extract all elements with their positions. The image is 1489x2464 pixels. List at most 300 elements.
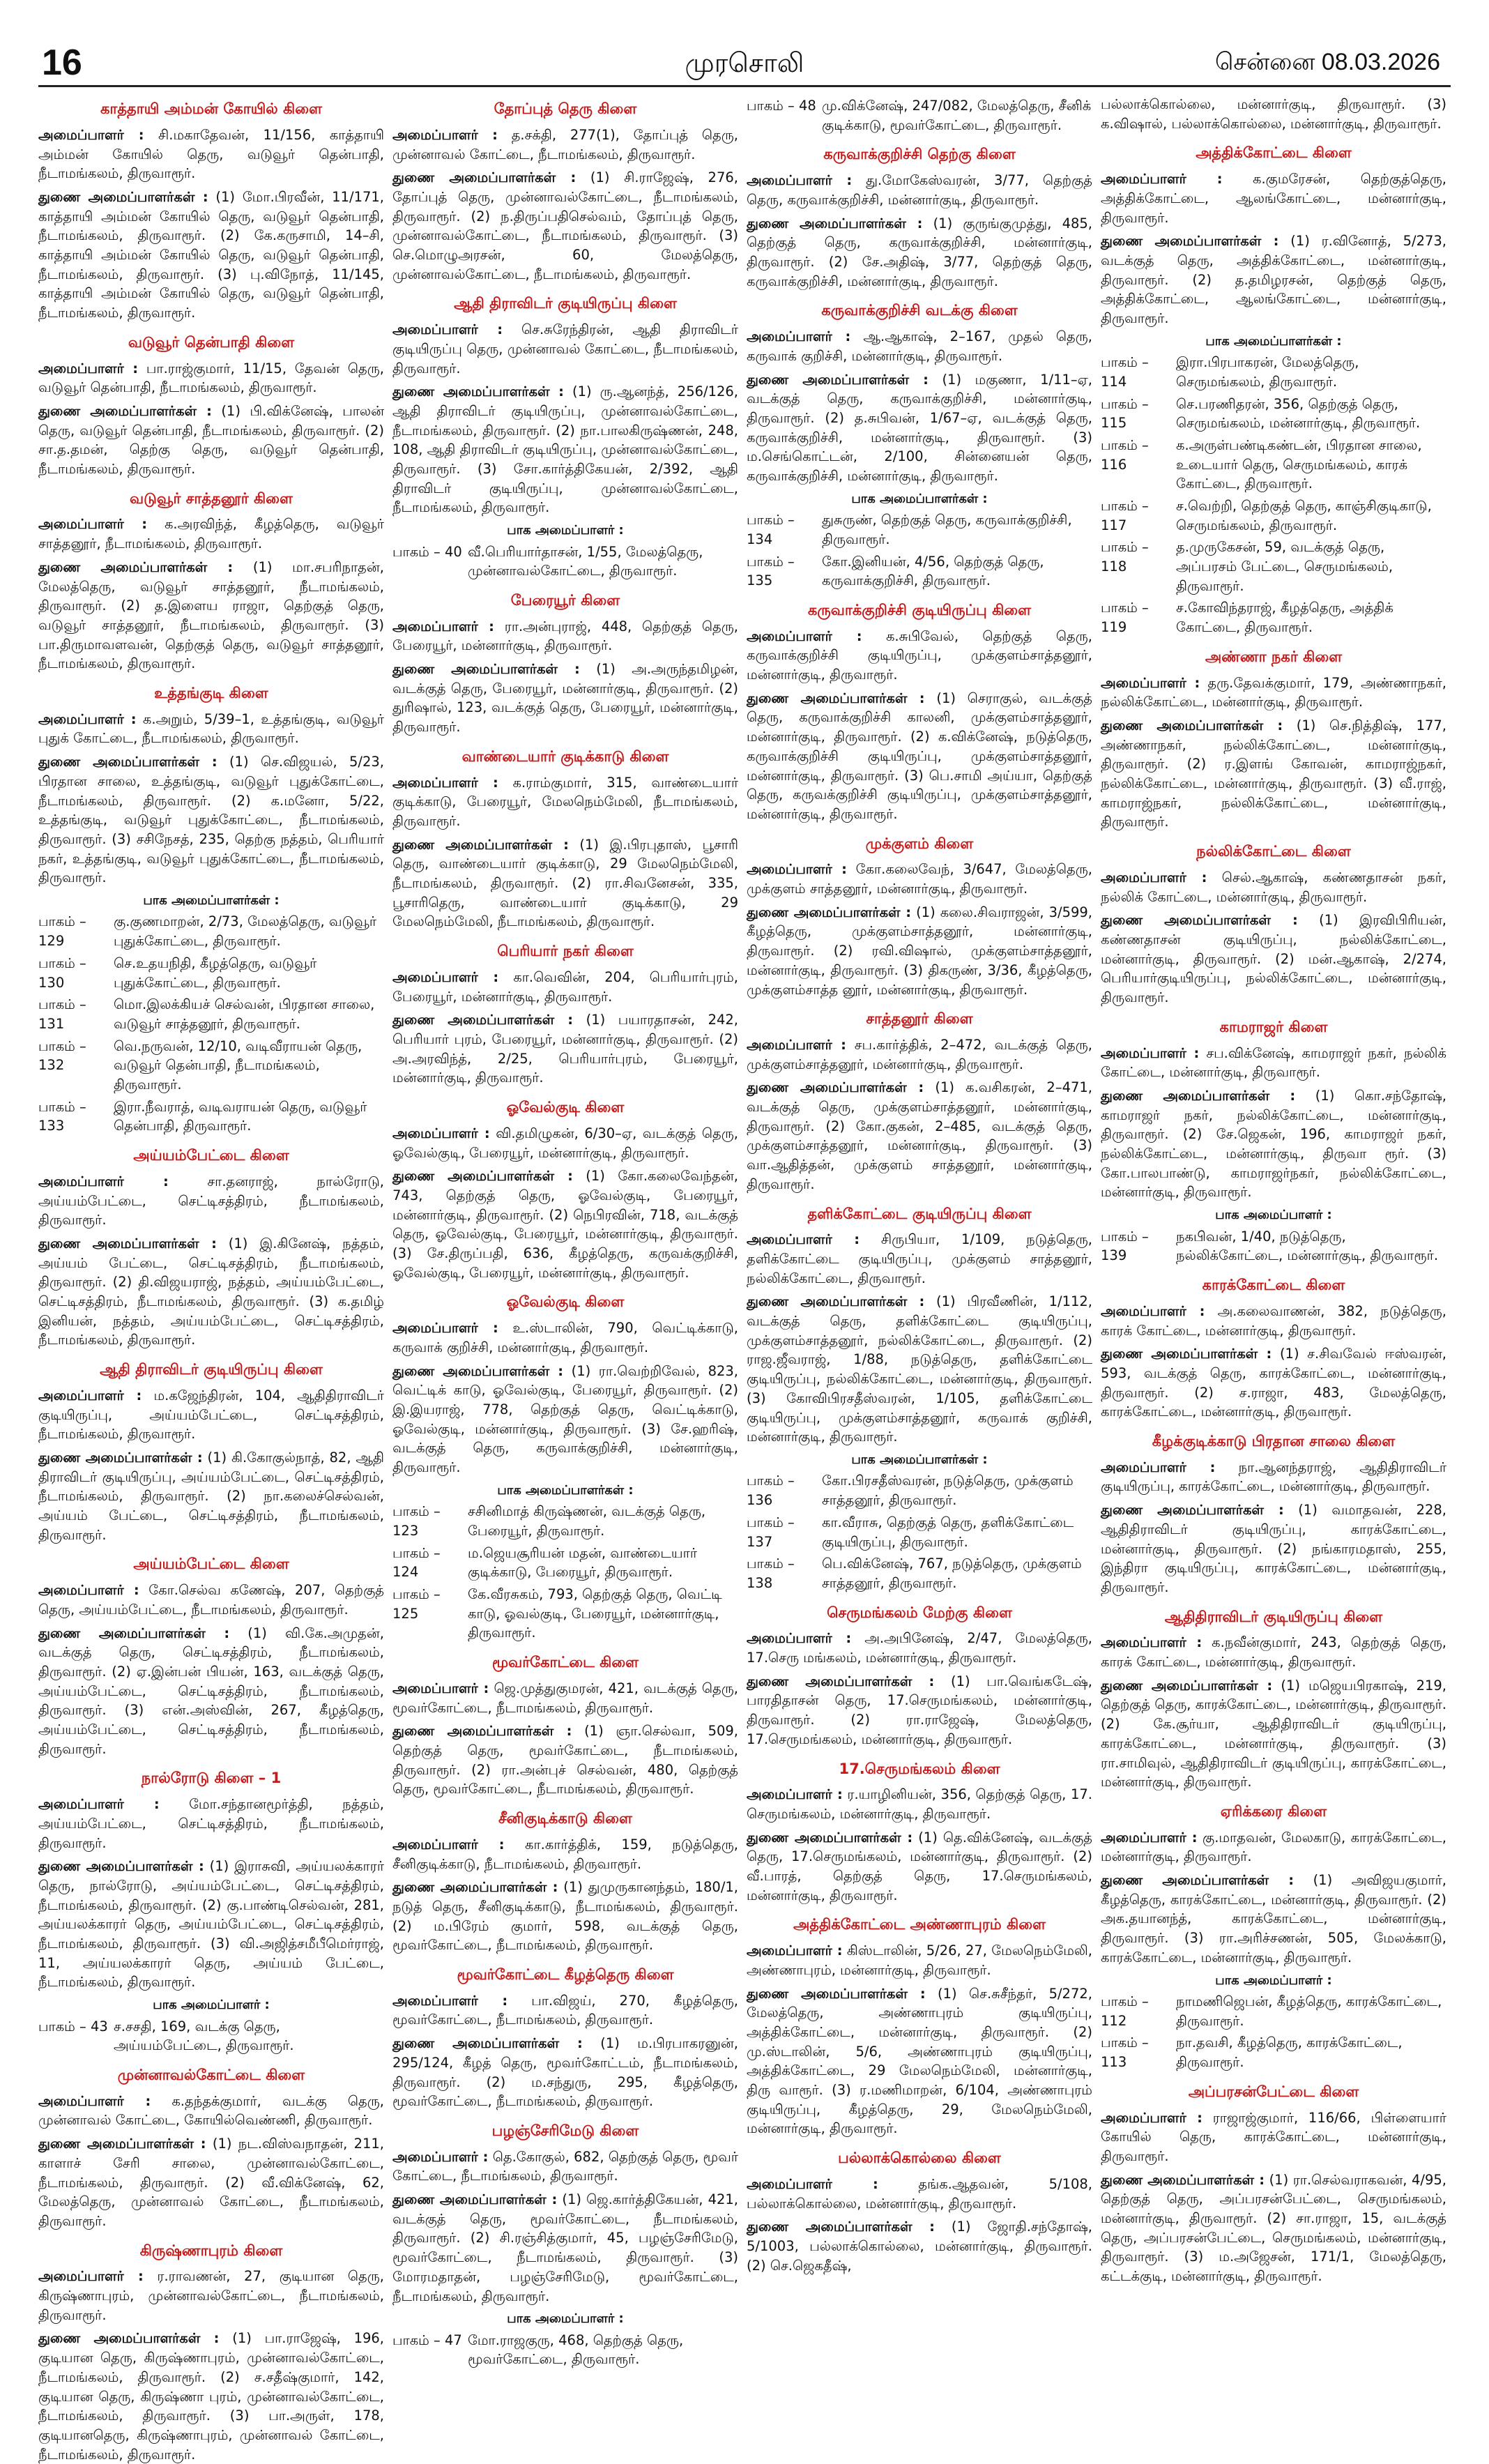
role-label: அமைப்பாளர் : <box>747 2175 878 2192</box>
member-entry <box>1101 1871 1446 1967</box>
role-label: அமைப்பாளர் : <box>1101 674 1200 691</box>
role-label: அமைப்பாளர் : <box>747 861 847 878</box>
column-2 <box>392 95 739 2368</box>
column-4 <box>1101 95 1446 2284</box>
branch-section <box>38 683 384 1136</box>
branch-section <box>392 1097 738 1282</box>
member-entry <box>747 1078 1092 1194</box>
member-entry <box>1101 95 1446 133</box>
ward-number: பாகம் – 118 <box>1101 539 1149 575</box>
ward-number: பாகம் – 129 <box>38 913 86 950</box>
ward-details: இரா.பிரபாகரன், மேலத்தெரு, செருமங்கலம், திருவாரூர். <box>1176 354 1359 390</box>
member-details: (1) பயாரதாசன், 242, பெரியார் புரம், பேரையூர், மன்னார்குடி, திருவாரூர். (2) அ.அரவிந்த், 2/25, பெரியார்புரம், பேரையூர், மன்னார்குடி, திருவாரூர். <box>392 1012 738 1086</box>
member-entry <box>392 126 738 164</box>
ward-details: நகபிவன், 1/40, நடுத்தெரு, நல்லிக்கோட்டை, மன்னார்குடி, திருவாரூர். <box>1176 1228 1439 1264</box>
ward-subheading: பாக அமைப்பாளர்கள் : <box>497 1482 634 1498</box>
ward-number: பாகம் – 131 <box>38 996 86 1032</box>
member-details: (1) சி.ராஜேஷ், 276, தோப்புத் தெரு, முன்னாவல்கோட்டை, நீடாமங்கலம், திருவாரூர். (2) ந.திருப்பதிசெல்வம், தோப்புத் தெரு, முன்னாவல்கோட்டை, நீடாமங்கலம், திருவாரூர். (3) செ.மொழுஅரசன், 60, மேலத்தெரு, முன்னாவல்கோட்டை, நீடாமங்கலம், திருவாரூர். <box>392 169 738 282</box>
ward-details: செ.உதயநிதி, கீழத்தெரு, வடுவூர் புதுக்கோட்டை, திருவாரூர். <box>114 955 317 991</box>
member-entry <box>747 1629 1092 1667</box>
branch-title: ஆதிதிராவிடர் குடியிருப்பு கிளை <box>1164 1608 1383 1625</box>
branch-title: அத்திக்கோட்டை கிளை <box>1196 144 1352 162</box>
member-entry <box>38 1795 384 1853</box>
member-entry <box>747 2217 1092 2275</box>
role-label: துணை அமைப்பாளர்கள் : <box>38 402 212 419</box>
ward-number: பாகம் – 133 <box>38 1098 86 1134</box>
ward-number: பாகம் – 135 <box>747 553 795 589</box>
member-details: (1) செ.விஜயல், 5/23, பிரதான சாலை, உத்தங்குடி, வடுவூர் புதுக்கோட்டை, நீடாமங்கலம், திருவாரூர். (2) க.மனோ, 5/22, உத்தங்குடி, வடுவூர் புதுக்கோட்டை, நீடாமங்கலம், திருவாரூர். (3) சசிநேசத், 235, தெற்கு நத்தம், பெரியார் நகர், உத்தங்குடி, வடுவூர் புதுக்கோட்டை, நீடாமங்கலம், திருவாரூர். <box>38 754 384 886</box>
member-entry <box>747 327 1092 365</box>
ward-details: கே.வீரசுகம், 793, தெற்குத் தெரு, வெட்டி காடு, ஓவல்குடி, பேரையூர், மன்னார்குடி, திருவாரூர். <box>468 1586 722 1641</box>
role-label: துணை அமைப்பாளர்கள் : <box>392 2191 558 2208</box>
member-entry <box>747 2175 1092 2213</box>
ward-row <box>747 552 1092 591</box>
branch-section <box>38 1146 384 1350</box>
member-entry <box>392 1721 738 1799</box>
branch-section <box>747 301 1092 591</box>
role-label: துணை அமைப்பாளர்கள் : <box>1101 1872 1295 1889</box>
member-details: (1) வி.கே.அமுதன், வடக்குத் தெரு, செட்டிசத்திரம், நீடாமங்கலம், திருவாரூர். (2) ஏ.இன்பன் பியன், 163, வடக்குத் தெரு, அய்யம்பேட்டை, செட்டிசத்திரம், நீடாமங்கலம், திருவாரூர். (3) என்.அஸ்வின், 267, கீழத்தெரு, அய்யம்பேட்டை, செட்டிசத்திரம், நீடாமங்கலம், திருவாரூர். <box>38 1625 384 1757</box>
member-entry <box>1101 1500 1446 1597</box>
member-entry <box>747 1984 1092 2139</box>
branch-section <box>38 1768 384 2055</box>
member-entry <box>392 1878 738 1955</box>
role-label: அமைப்பாளர் : <box>747 1942 843 1959</box>
branch-section <box>1101 95 1446 133</box>
role-label: அமைப்பாளர் : <box>38 1582 139 1599</box>
branch-section <box>1101 1275 1446 1422</box>
ward-details: த.முருகேசன், 59, வடக்குத் தெரு, அப்பரசம் பேட்டை, செருமங்கலம், திருவாரூர். <box>1176 539 1393 594</box>
branch-title: பல்லாக்கொல்லை கிளை <box>838 2150 1001 2167</box>
member-entry <box>1101 674 1446 712</box>
member-details: (1) ரா.செல்வராகவன், 4/95, தெற்குத் தெரு, அப்பரசன்பேட்டை, செருமங்கலம், மன்னார்குடி, திருவாரூர். (2) சா.ராஜா, 15, வடக்குத் தெரு, அப்பரசன்பேட்டை, செருமங்கலம், மன்னார்குடி, திருவாரூர். (3) ம.அஜேசன், 171/1, மேலத்தெரு, கட்டக்குடி, மன்னார்குடி, திருவாரூர். <box>1101 2171 1446 2285</box>
dateline <box>1215 49 1440 79</box>
branch-title: கருவாக்குறிச்சி தெற்கு கிளை <box>823 146 1016 163</box>
role-label: துணை அமைப்பாளர்கள் : <box>747 371 929 388</box>
role-label: அமைப்பாளர் : <box>392 1680 489 1696</box>
role-label: அமைப்பாளர் : <box>747 328 851 345</box>
ward-number: பாகம் – 124 <box>392 1544 441 1581</box>
branch-title: நல்லிக்கோட்டை கிளை <box>1196 843 1351 860</box>
role-label: அமைப்பாளர் : <box>392 126 498 143</box>
member-details: (1) ர.வினோத், 5/273, வடக்குத் தெரு, அத்திக்கோட்டை, மன்னார்குடி, திருவாரூர். (2) த.தமிழரசன், தெற்குத் தெரு, அத்திக்கோட்டை, ஆலங்கோட்டை, மன்னார்குடி, திருவாரூர். <box>1101 233 1447 326</box>
role-label: துணை அமைப்பாளர்கள் : <box>747 1079 924 1096</box>
header-rule <box>38 85 1451 87</box>
member-details: தெ.கோகுல், 682, தெற்குத் தெரு, மூவர் கோட்டை, நீடாமங்கலம், திருவாரூர். <box>392 2148 738 2184</box>
member-entry <box>38 1448 384 1544</box>
member-entry <box>747 1292 1092 1447</box>
ward-row <box>392 1544 738 1582</box>
member-details: பா.ராஜ்குமார், 11/15, தேவன் தெரு, வடுவூர் தென்பாதி, நீடாமங்கலம், திருவாரூர். <box>38 360 384 396</box>
ward-number: பாகம் – 125 <box>392 1586 441 1622</box>
member-details: க.நவீன்குமார், 243, தெற்குத் தெரு, காரக் கோட்டை, மன்னார்குடி, திருவாரூர். <box>1101 1634 1446 1671</box>
member-details: ம.கஜேந்திரன், 104, ஆதிதிராவிடர் குடியிருப்பு, அய்யம்பேட்டை, செட்டிசத்திரம், நீடாமங்கலம், திருவாரூர். <box>38 1387 384 1443</box>
member-entry <box>38 2267 384 2325</box>
member-entry <box>1101 911 1446 1007</box>
member-entry <box>747 1828 1092 1906</box>
role-label: அமைப்பாளர் : <box>392 1992 508 2009</box>
member-entry <box>38 359 384 397</box>
ward-row <box>392 1502 738 1540</box>
member-details: ர.யாழினியன், 356, தெற்குத் தெரு, 17. செருமங்கலம், மன்னார்குடி, திருவாரூர். <box>747 1786 1092 1823</box>
ward-details: ச.கோவிந்தராஜ், கீழத்தெரு, அத்திக் கோட்டை, திருவாரூர். <box>1176 600 1393 636</box>
member-entry <box>1101 231 1446 328</box>
role-label: துணை அமைப்பாளர்கள் : <box>1101 717 1283 734</box>
ward-row <box>38 2017 384 2055</box>
ward-row <box>392 2331 738 2369</box>
branch-title: மூவர்கோட்டை கீழத்தெரு கிளை <box>457 1965 674 1983</box>
member-details: அ.கலைவாணன், 382, நடுத்தெரு, காரக் கோட்டை, மன்னார்குடி, திருவாரூர். <box>1101 1302 1446 1339</box>
member-details: (1) செராகுல், வடக்குத் தெரு, கருவாக்குறிச்சி காலனி, முக்குளம்சாத்தனூர், மன்னார்குடி, திருவாரூர். (2) க.விக்னேஷ், நடுத்தெரு, கருவாக்குறிச்சி குடியிருப்பு, முக்குளம்சாத்தனூர், மன்னார்குடி, திருவாரூர். (3) பெ.சாமி அய்யா, தெற்குத் தெரு, கருவக்குறிச்சி குடியிருப்பு, முக்குளம்சாத்தனூர், மன்னார்குடி, திருவாரூர். <box>747 690 1093 822</box>
member-details: அ.அபினேஷ், 2/47, மேலத்தெரு, 17.செரு மங்கலம், மன்னார்குடி, திருவாரூர். <box>747 1630 1092 1666</box>
branch-section <box>38 2241 384 2464</box>
role-label: துணை அமைப்பாளர்கள் : <box>392 1012 574 1028</box>
branch-section <box>38 99 384 323</box>
ward-number: பாகம் – 115 <box>1101 395 1149 432</box>
role-label: துணை அமைப்பாளர்கள் : <box>747 2219 935 2235</box>
member-entry <box>747 214 1092 291</box>
member-entry <box>392 660 738 737</box>
member-details: ஜெ.முத்துகுமரன், 421, வடக்குத் தெரு, மூவர்கோட்டை, நீடாமங்கலம், திருவாரூர். <box>392 1680 738 1716</box>
role-label: அமைப்பாளர் : <box>747 1037 846 1054</box>
ward-number: பாகம் – 48 <box>747 98 816 114</box>
branch-title: 17.செருமங்கலம் கிளை <box>839 1760 1000 1777</box>
role-label: துணை அமைப்பாளர்கள் : <box>392 1362 564 1379</box>
member-details: கிஸ்டாலின், 5/26, 27, மேலநெம்மேலி, அண்ணாபுரம், மன்னார்குடி, திருவாரூர். <box>747 1942 1092 1978</box>
ward-number: பாகம் – 132 <box>38 1037 86 1074</box>
ward-details: ம.ஜெயசூரியன் மதன், வாண்டையார் குடிக்காடு, பேரையூர், திருவாரூர். <box>468 1544 698 1581</box>
member-details: (1) அவிஜயகுமார், கீழத்தெரு, காரக்கோட்டை, மன்னார்குடி, திருவாரூர். (2) அக.தயானந்த், காரக்கோட்டை, மன்னார்குடி, திருவாரூர். (3) ரா.அரிச்சணன், 505, மேலக்காடு, காரக்கோட்டை, மன்னார்குடி, திருவாரூர். <box>1101 1872 1447 1965</box>
member-entry <box>747 1672 1092 1749</box>
ward-details: சசினிமாத் கிருஷ்ணன், வடக்குத் தெரு, பேரையூர், திருவாரூர். <box>468 1503 706 1539</box>
role-label: துணை அமைப்பாளர்கள் : <box>38 2330 220 2347</box>
role-label: அமைப்பாளர் : <box>747 628 862 644</box>
ward-row <box>1101 496 1446 535</box>
role-label: துணை அமைப்பாளர்கள் : <box>392 383 564 400</box>
member-entry <box>1101 1302 1446 1340</box>
role-label: துணை அமைப்பாளர்கள் : <box>1101 1087 1296 1104</box>
member-details: (1) தெ.விக்னேஷ், வடக்குத் தெரு, 17.செருமங்கலம், மன்னார்குடி, திருவாரூர். (2) வீ.பாரத், தெற்குத் தெரு, 17.செருமங்கலம், மன்னார்குடி, திருவாரூர். <box>747 1829 1093 1903</box>
role-label: துணை அமைப்பாளர்கள் : <box>392 661 580 678</box>
branch-section <box>392 294 738 581</box>
member-entry <box>747 627 1092 685</box>
member-details: வி.தமிழுகன், 6/30–ஏ, வடக்குத் தெரு, ஓவேல்குடி, பேரையூர், மன்னார்குடி, திருவாரூர். <box>392 1125 738 1161</box>
branch-title: உத்தங்குடி கிளை <box>154 684 268 701</box>
member-entry <box>747 370 1092 486</box>
ward-details: துசுருண், தெற்குத் தெரு, கருவாக்குறிச்சி, திருவாரூர். <box>822 512 1072 547</box>
member-details: (1) வமாதவன், 228, ஆதிதிராவிடர் குடியிருப்பு, காரக்கோட்டை, மன்னார்குடி, திருவாரூர். (2) நங்காரமதாஸ், 255, இந்திரா குடியிருப்பு, காரக்கோட்டை, மன்னார்குடி, திருவாரூர். <box>1101 1502 1447 1595</box>
ward-details: மு.விக்னேஷ், 247/082, மேலத்தெரு, சீனிக் குடிக்காடு, மூவர்கோட்டை, திருவாரூர். <box>822 98 1092 133</box>
member-details: (1) கலை.சிவராஜன், 3/599, கீழத்தெரு, முக்குளம்சாத்தனூர், மன்னார்குடி, திருவாரூர். (2) ரவி.விஷால், முக்குளம்சாத்தனூர், மன்னார்குடி, திருவாரூர். (3) திகருண், 3/36, கீழத்தெரு, முக்குளம்சாத்த னூர், மன்னார்குடி, திருவாரூர். <box>747 904 1092 998</box>
branch-title: முக்குளம் கிளை <box>865 835 974 852</box>
member-details: (1) மா.சபரிநாதன், மேலத்தெரு, வடுவூர் சாத்தனூர், நீடாமங்கலம், திருவாரூர். (2) த.இளைய ராஜா, தெற்குத் தெரு, வடுவூர் சாத்தனூர், நீடாமங்கலம், திருவாரூர். (3) பா.திருமாவளவன், தெற்குத் தெரு, வடுவூர் சாத்தனூர், நீடாமங்கலம், திருவாரூர். <box>38 558 384 672</box>
branch-title: பழஞ்சேரிமேடு கிளை <box>491 2122 639 2139</box>
branch-title: கருவாக்குறிச்சி வடக்கு கிளை <box>821 302 1018 319</box>
member-entry <box>392 773 738 831</box>
member-details: செல்.ஆகாஷ், கண்ணதாசன் நகர், நல்லிக் கோட்டை, மன்னார்குடி, திருவாரூர். <box>1101 869 1446 905</box>
member-entry <box>747 903 1092 999</box>
role-label: துணை அமைப்பாளர்கள் : <box>1101 1346 1272 1362</box>
role-label: அமைப்பாளர் : <box>1101 1302 1205 1319</box>
member-entry <box>392 617 738 655</box>
role-label: துணை அமைப்பாளர்கள் : <box>1101 1677 1273 1694</box>
branch-section <box>38 489 384 674</box>
branch-title: வாண்டையார் குடிக்காடு கிளை <box>461 747 669 765</box>
member-details: (1) பா.ராஜேஷ், 196, குடியான தெரு, கிருஷ்ணாபுரம், முன்னாவல்கோட்டை, நீடாமங்கலம், திருவாரூர். (2) ச.சதீஷ்குமார், 142, குடியான தெரு, கிருஷ்ணா புரம், முன்னாவல்கோட்டை, நீடாமங்கலம், திருவாரூர். (3) பா.அருள், 178, குடியானதெரு, கிருஷ்ணாபுரம், முன்னாவல் கோட்டை, நீடாமங்கலம், திருவாரூர். <box>38 2330 384 2463</box>
ward-number: பாகம் – 112 <box>1101 1993 1149 2029</box>
article-columns <box>38 95 1451 2463</box>
ward-row <box>747 1554 1092 1592</box>
member-entry <box>1101 1676 1446 1792</box>
branch-title: காத்தாயி அம்மன் கோயில் கிளை <box>100 100 323 117</box>
branch-section <box>747 1204 1092 1593</box>
ward-subheading: பாக அமைப்பாளர்கள் : <box>143 892 280 908</box>
member-entry <box>747 171 1092 209</box>
role-label: துணை அமைப்பாளர்கள் : <box>38 1235 217 1252</box>
ward-number: பாகம் – 47 <box>392 2332 462 2348</box>
role-label: அமைப்பாளர் : <box>392 618 494 634</box>
member-entry <box>392 1991 738 2030</box>
role-label: துணை அமைப்பாளர்கள் : <box>1101 912 1298 929</box>
role-label: துணை அமைப்பாளர்கள் : <box>747 690 925 706</box>
role-label: அமைப்பாளர் : <box>38 516 148 533</box>
branch-section <box>392 941 738 1088</box>
newspaper-name: முரசொலி <box>685 47 804 78</box>
member-details: (1) பா.வெங்கடேஷ், பாரதிதாசன் தெரு, 17.செருமங்கலம், மன்னார்குடி, திருவாரூர். (2) ரா.ராஜேஷ், மேலத்தெரு, 17.செருமங்கலம், மன்னார்குடி, திருவாரூர். <box>747 1673 1092 1747</box>
member-details: க.அரவிந்த், கீழத்தெரு, வடுவூர் சாத்தனூர், நீடாமங்கலம், திருவாரூர். <box>38 516 384 552</box>
member-details: கா.வெவின், 204, பெரியார்புரம், பேரையூர், மன்னார்குடி, திருவாரூர். <box>392 968 738 1005</box>
role-label: அமைப்பாளர் : <box>747 1630 852 1647</box>
ward-details: மொ.இலக்கியச் செல்வன், பிரதான சாலை, வடுவூர் சாத்தனூர், திருவாரூர். <box>114 996 375 1032</box>
branch-section <box>1101 143 1446 637</box>
ward-details: வீ.பெரியார்தாசன், 1/55, மேலத்தெரு, முன்னாவல்கோட்டை, திருவாரூர். <box>468 543 703 579</box>
member-entry <box>38 515 384 553</box>
role-label: அமைப்பாளர் : <box>1101 1829 1198 1846</box>
ward-subheading: பாக அமைப்பாளர்கள் : <box>851 1452 988 1467</box>
ward-row <box>1101 2033 1446 2071</box>
role-label: துணை அமைப்பாளர்கள் : <box>747 1673 935 1689</box>
ward-row <box>38 1097 384 1136</box>
ward-number: பாகம் – 138 <box>747 1556 795 1591</box>
role-label: அமைப்பாளர் : <box>1101 2109 1202 2126</box>
member-details: க.அறும், 5/39–1, உத்தங்குடி, வடுவூர் புதுக் கோட்டை, நீடாமங்கலம், திருவாரூர். <box>38 710 384 747</box>
ward-number: பாகம் – 136 <box>747 1473 795 1509</box>
ward-details: பெ.விக்னேஷ், 767, நடுத்தெரு, முக்குளம் சாத்தனூர், திருவாரூர். <box>822 1556 1082 1591</box>
member-details: (1) ரு.ஆனந்த், 256/126, ஆதி திராவிடர் குடியிருப்பு, முன்னாவல்கோட்டை, நீடாமங்கலம், திருவாரூர். (2) நா.பாலகிருஷ்ணன், 248, 108, ஆதி திராவிடர் குடியிருப்பு, முன்னாவல்கோட்டை, திருவாரூர். (3) சோ.கார்த்திகேயன், 2/392, ஆதி திராவிடர் குடியிருப்பு, முன்னாவல்கோட்டை, நீடாமங்கலம், திருவாரூர். <box>392 383 738 516</box>
ward-details: இரா.நீவராத், வடிவராயன் தெரு, வடுவூர் தென்பாதி, திருவாரூர். <box>114 1098 367 1134</box>
ward-number: பாகம் – 119 <box>1101 600 1149 636</box>
ward-number: பாகம் – 116 <box>1101 436 1149 473</box>
member-entry <box>392 1835 738 1873</box>
member-details: (1) ஜெ.கார்த்திகேயன், 421, வடக்குத் தெரு, மூவர்கோட்டை, நீடாமங்கலம், திருவாரூர். (2) சி.ரஞ்சித்குமார், 45, பழஞ்சேரிமேடு, மூவர்கோட்டை, நீடாமங்கலம், திருவாரூர். (3) மோரமதாதன், பழஞ்சேரிமேடு, மூவர்கோட்டை, நீடாமங்கலம், திருவாரூர். <box>392 2191 738 2304</box>
member-details: (1) ம.பிரபாகரனுன், 295/124, கீழத் தெரு, மூவர்கோட்டம், நீடாமங்கலம், திருவாரூர். (2) ம.சந்துரு, 295, கீழத்தெரு, மூவர்கோட்டை, நீடாமங்கலம், திருவாரூர். <box>392 2035 738 2110</box>
ward-subheading: பாக அமைப்பாளர்கள் : <box>851 491 988 506</box>
member-details: தங்க.ஆதவன், 5/108, பல்லாக்கொல்லை, மன்னார்குடி, திருவாரூர். <box>747 2175 1092 2212</box>
member-entry <box>38 1386 384 1444</box>
member-details: (1) மோ.பிரவீன், 11/171, காத்தாயி அம்மன் கோயில் தெரு, வடுவூர் தென்பாதி, நீடாமங்கலம், திருவாரூர். (2) கே.கருசாமி, 14–சி, காத்தாயி அம்மன் கோயில் தெரு, வடுவூர் தென்பாதி, நீடாமங்கலம், திருவாரூர். (3) பு.விநோத், 11/145, காத்தாயி அம்மன் கோயில் தெரு, வடுவூர் தென்பாதி, நீடாமங்கலம், திருவாரூர். <box>38 188 384 321</box>
branch-title: சாத்தனூர் கிளை <box>866 1010 973 1028</box>
role-label: துணை அமைப்பாளர்கள் : <box>38 558 234 575</box>
member-entry <box>1101 2108 1446 2166</box>
branch-section <box>392 1652 738 1799</box>
member-details: மோ.சந்தானமூர்த்தி, நத்தம், அய்யம்பேட்டை, செட்டிசத்திரம், நீடாமங்கலம், திருவாரூர். <box>38 1796 384 1851</box>
member-details: (1) பிரவீணின், 1/112, வடக்குத் தெரு, தளிக்கோட்டை குடியிருப்பு, முக்குளம்சாத்தனூர், நல்லிக்கோட்டை, திருவாரூர். (2) ராஜ.ஜீவராஜ், 1/88, நடுத்தெரு, தளிக்கோட்டை குடியிருப்பு, நல்லிக்கோட்டை, மன்னார்குடி, திருவாரூர். (3) கோவிபிரசதீஸ்வரன், 1/105, தளிக்கோட்டை குடியிருப்பு, முக்குளம்சாத்தனூர், கருவாக் குறிச்சி, மன்னார்குடி, திருவாரூர். <box>747 1293 1093 1445</box>
branch-title: ஆதி திராவிடர் குடியிருப்பு கிளை <box>100 1361 323 1378</box>
branch-section <box>1101 1607 1446 1792</box>
member-entry <box>392 2147 738 2186</box>
branch-section <box>392 591 738 737</box>
ward-number: பாகம் – 114 <box>1101 354 1149 390</box>
branch-section <box>1101 1017 1446 1265</box>
ward-number: பாகம் – 134 <box>747 512 795 547</box>
role-label: துணை அமைப்பாளர்கள் : <box>392 1168 573 1185</box>
role-label: அமைப்பாளர் : <box>747 1786 843 1803</box>
ward-subheading: பாக அமைப்பாளர் : <box>153 1998 270 2013</box>
column-1 <box>38 95 385 2463</box>
role-label: துணை அமைப்பாளர்கள் : <box>392 1879 558 1896</box>
member-entry <box>38 1624 384 1759</box>
member-entry <box>1101 1633 1446 1671</box>
branch-section <box>38 1554 384 1758</box>
branch-section <box>392 1809 738 1955</box>
member-entry <box>1101 1828 1446 1866</box>
role-label: துணை அமைப்பாளர்கள் : <box>38 1449 203 1466</box>
branch-section <box>1101 1431 1446 1597</box>
member-details: (1) இ.கினேஷ், நத்தம், அய்யம் பேட்டை, செட்டிசத்திரம், நீடாமங்கலம், திருவாரூர். (2) தி.விஜயராஜ், நத்தம், அய்யம்பேட்டை, செட்டிசத்திரம், நீடாமங்கலம், திருவாரூர். (3) க.தமிழ் இனியன், நத்தம், அய்யம்பேட்டை, செட்டிசத்திரம், நீடாமங்கலம், திருவாரூர். <box>38 1235 384 1348</box>
role-label: அமைப்பாளர் : <box>392 1320 498 1337</box>
branch-title: ஆதி திராவிடர் குடியிருப்பு கிளை <box>454 295 677 312</box>
branch-title: நால்ரோடு கிளை – 1 <box>141 1770 282 1787</box>
member-entry <box>392 382 738 517</box>
member-entry <box>1101 1458 1446 1496</box>
member-entry <box>1101 169 1446 227</box>
branch-section <box>747 2148 1092 2275</box>
member-details: தரு.தேவக்குமார், 179, அண்ணாநகர், நல்லிக்கோட்டை, மன்னார்குடி, திருவாரூர். <box>1101 674 1446 710</box>
ward-subheading: பாக அமைப்பாளர் : <box>507 2311 624 2327</box>
member-entry <box>392 1318 738 1357</box>
member-details: (1) க.வசிகரன், 2–471, வடக்குத் தெரு, முக்குளம்சாத்தனூர், மன்னார்குடி, திருவாரூர். (2) கோ.குகன், 2–485, வடக்குத் தெரு, முக்குளம்சாத்தனூர், மன்னார்குடி, திருவாரூர். (3) வா.ஆதித்தன், முக்குளம் சாத்தனூர், மன்னார்குடி, திருவாரூர். <box>747 1079 1092 1192</box>
branch-section <box>747 1603 1092 1749</box>
role-label: துணை அமைப்பாளர்கள் : <box>747 1293 925 1310</box>
role-label: அமைப்பாளர் : <box>38 2268 144 2285</box>
role-label: அமைப்பாளர் : <box>38 1173 169 1189</box>
member-details: ராஜாஜ்குமார், 116/66, பிள்ளையார் கோயில் தெரு, காரக்கோட்டை, மன்னார்குடி, திருவாரூர். <box>1101 2109 1446 2165</box>
role-label: துணை அமைப்பாளர்கள் : <box>38 1858 204 1875</box>
branch-section <box>747 1009 1092 1194</box>
member-details: (1) இரவிபிரியன், கண்ணதாசன் குடியிருப்பு, நல்லிக்கோட்டை, மன்னார்குடி, திருவாரூர். (2) மன்.ஆகாஷ், 2/274, பெரியார்குடியிருப்பு, நல்லிக்கோட்டை, மன்னார்குடி, திருவாரூர். <box>1101 912 1446 1006</box>
member-details: செ.சுரேந்திரன், ஆதி திராவிடர் குடியிருப்பு தெரு, முன்னாவல் கோட்டை, நீடாமங்கலம், திருவாரூர். <box>392 321 738 377</box>
member-entry <box>747 1035 1092 1074</box>
role-label: அமைப்பாளர் : <box>747 1231 860 1248</box>
member-details: கோ.கலைவேந், 3/647, மேலத்தெரு, முக்குளம் சாத்தனூர், மன்னார்குடி, திருவாரூர். <box>747 861 1092 897</box>
member-details: சப.கார்த்திக், 2–472, வடக்குத் தெரு, முக்குளம்சாத்தனூர், மன்னார்குடி, திருவாரூர். <box>747 1037 1092 1072</box>
ward-row <box>1101 395 1446 433</box>
member-details: க.தந்தக்குமார், வடக்கு தெரு, முன்னாவல் கோட்டை, கோயில்வெண்ணி, திருவாரூர். <box>38 2092 384 2129</box>
role-label: அமைப்பாளர் : <box>1101 1634 1202 1651</box>
ward-details: ச.சசதி, 169, வடக்கு தெரு, அய்யம்பேட்டை, திருவாரூர். <box>114 2018 294 2054</box>
ward-row <box>38 995 384 1033</box>
branch-title: கிருஷ்ணாபுரம் கிளை <box>139 2242 283 2259</box>
branch-title: ஓவேல்குடி கிளை <box>506 1099 625 1116</box>
member-entry <box>392 1362 738 1477</box>
member-details: க.குமரேசன், தெற்குத்தெரு, அத்திக்கோட்டை, ஆலங்கோட்டை, மன்னார்குடி, திருவாரூர். <box>1101 171 1446 226</box>
member-entry <box>38 2329 384 2464</box>
role-label: துணை அமைப்பாளர்கள் : <box>1101 1502 1284 1519</box>
branch-title: சீனிகுடிக்காடு கிளை <box>498 1810 632 1827</box>
branch-title: காமராஜர் கிளை <box>1219 1018 1328 1035</box>
role-label: அமைப்பாளர் : <box>1101 869 1207 885</box>
branch-title: தளிக்கோட்டை குடியிருப்பு கிளை <box>807 1205 1032 1222</box>
role-label: அமைப்பாளர் : <box>392 2148 489 2165</box>
member-details: (1) செ.சுசீந்தர், 5/272, மேலத்தெரு, அண்ணாபுரம் குடியிருப்பு, அத்திக்கோட்டை, மன்னார்குடி, திருவாரூர். (2) மு.ஸ்டாலின், 5/6, அண்ணாபுரம் குடியிருப்பு, அத்திக்கோட்டை, 29 மேலநெம்மேலி, மன்னார்குடி, திரு வாரூர். (3) ர.மணிமாறன், 6/104, அண்ணாபுரம் குடியிருப்பு, கீழத்தெரு, 29, மேலநெம்மேலி, மன்னார்குடி, திருவாரூர். <box>747 1985 1092 2137</box>
branch-title: அண்ணா நகர் கிளை <box>1205 648 1343 665</box>
member-details: (1) மகுணா, 1/11–ஏ, வடக்குத் தெரு, கருவாக்குறிச்சி, மன்னார்குடி, திருவாரூர். (2) த.சுபிவன், 1/67–ஏ, வடக்குத் தெரு, கருவாக்குறிச்சி, மன்னார்குடி, திருவாரூர். (3) ம.செங்கொட்டன், 2/100, சின்னையன் தெரு, கருவாக்குறிச்சி, மன்னார்குடி, திருவாரூர். <box>747 371 1093 484</box>
branch-section <box>392 99 738 284</box>
member-entry <box>747 1941 1092 1979</box>
page-number: 16 <box>42 43 82 83</box>
branch-section <box>38 2065 384 2231</box>
member-details: க.சுபிவேல், தெற்குத் தெரு, கருவாக்குறிச்சி குடியிருப்பு, முக்குளம்சாத்தனூர், மன்னார்குடி, திருவாரூர். <box>747 628 1092 683</box>
member-details: (1) கி.கோகுல்நாத், 82, ஆதி திராவிடர் குடியிருப்பு, அய்யம்பேட்டை, செட்டிசத்திரம், நீடாமங்கலம், திருவாரூர். (2) நா.கலைச்செல்வன், அய்யம் பேட்டை, செட்டிசத்திரம், நீடாமங்கலம், திருவாரூர். <box>38 1449 384 1543</box>
ward-details: ச.வெற்றி, தெற்குத் தெரு, காஞ்சிகுடிகாடு, செருமங்கலம், திருவாரூர். <box>1176 498 1432 533</box>
member-details: சி.மகாதேவன், 11/156, காத்தாயி அம்மன் கோயில் தெரு, வடுவூர் தென்பாதி, நீடாமங்கலம், திருவாரூர். <box>38 126 384 182</box>
branch-section <box>747 600 1092 824</box>
member-details: (1) ச.சிவவேல் ஈஸ்வரன், 593, வடக்குத் தெரு, காரக்கோட்டை, மன்னார்குடி, திருவாரூர். (2) ச.ராஜா, 483, மேலத்தெரு, காரக்கோட்டை, மன்னார்குடி, திருவாரூர். <box>1101 1346 1447 1420</box>
ward-row <box>38 1037 384 1095</box>
branch-section <box>392 1965 738 2111</box>
member-details: க.ராம்குமார், 315, வாண்டையார் குடிக்காடு, பேரையூர், மேலநெம்மேலி, நீடாமங்கலம், திருவாரூர். <box>392 774 739 830</box>
ward-number: பாகம் – 117 <box>1101 498 1149 533</box>
role-label: அமைப்பாளர் : <box>38 1387 142 1404</box>
ward-details: செ.பரணிதரன், 356, தெற்குத் தெரு, செருமங்கலம், மன்னார்குடி, திருவாரூர். <box>1176 395 1421 432</box>
role-label: துணை அமைப்பாளர்கள் : <box>38 2136 206 2152</box>
branch-section <box>1101 1802 1446 2072</box>
role-label: துணை அமைப்பாளர்கள் : <box>392 2035 583 2052</box>
role-label: துணை அமைப்பாளர்கள் : <box>38 754 217 770</box>
role-label: அமைப்பாளர் : <box>1101 171 1223 188</box>
branch-title: தோப்புத் தெரு கிளை <box>494 100 637 117</box>
member-entry <box>38 188 384 323</box>
member-entry <box>1101 1086 1446 1202</box>
member-details: (1) ரா.வெற்றிவேல், 823, வெட்டிக் காடு, ஓவேல்குடி, பேரையூர், திருவாரூர். (2) இ.இயராஜ், 778, தெற்குத் தெரு, வெட்டிக்காடு, ஓவேல்குடி, மன்னார்குடி, திருவாரூர். (3) சே.ஹரிஷ், வடக்குத் தெரு, கருவாக்குறிச்சி, மன்னார்குடி, திருவாரூர். <box>392 1362 739 1476</box>
ward-subheading: பாக அமைப்பாளர்கள் : <box>1205 333 1342 349</box>
branch-title: வடுவூர் தென்பாதி கிளை <box>128 333 295 351</box>
member-entry <box>392 2034 738 2111</box>
role-label: துணை அமைப்பாளர்கள் : <box>747 1985 926 2002</box>
member-entry <box>1101 716 1446 832</box>
member-details: (1) கொ.சந்தோஷ், காமராஜர் நகர், நல்லிக்கோட்டை, மன்னார்குடி, திருவாரூர். (2) சே.ஜெகன், 196, காமராஜர் நகர், நல்லிக்கோட்டை, மன்னார்குடி, திருவா ரூர். (3) கோ.பாலபாண்டு, காமராஜர்நகர், நல்லிக்கோட்டை, மன்னார்குடி, திருவாரூர். <box>1101 1087 1446 1201</box>
ward-details: கோ.பிரசதீஸ்வரன், நடுத்தெரு, முக்குளம் சாத்தனூர், திருவாரூர். <box>822 1473 1074 1509</box>
branch-section <box>747 1759 1092 1906</box>
role-label: அமைப்பாளர் : <box>392 774 498 791</box>
member-entry <box>747 689 1092 824</box>
member-details: ஆ.ஆகாஷ், 2–167, முதல் தெரு, கருவாக் குறிச்சி, மன்னார்குடி, திருவாரூர். <box>747 328 1093 364</box>
role-label: அமைப்பாளர் : <box>38 126 144 143</box>
ward-number: பாகம் – 113 <box>1101 2035 1149 2071</box>
branch-title: அய்யம்பேட்டை கிளை <box>133 1147 289 1164</box>
ward-details: நாமணிஜெபன், கீழத்தெரு, காரக்கோட்டை, திருவாரூர். <box>1176 1993 1442 2029</box>
branch-title: அத்திக்கோட்டை அண்ணாபுரம் கிளை <box>793 1916 1046 1933</box>
role-label: துணை அமைப்பாளர்கள் : <box>747 1829 913 1846</box>
ward-row <box>747 96 1092 135</box>
member-details: து.மோகேஸ்வரன், 3/77, தெற்குத் தெரு, கருவாக்குறிச்சி, மன்னார்குடி, திருவாரூர். <box>747 172 1092 208</box>
column-3 <box>747 95 1092 2284</box>
ward-details: நா.தவசி, கீழத்தெரு, காரக்கோட்டை, திருவாரூர். <box>1176 2035 1403 2071</box>
member-entry <box>38 2092 384 2130</box>
ward-row <box>747 1513 1092 1551</box>
ward-row <box>38 912 384 950</box>
member-entry <box>1101 2170 1446 2286</box>
